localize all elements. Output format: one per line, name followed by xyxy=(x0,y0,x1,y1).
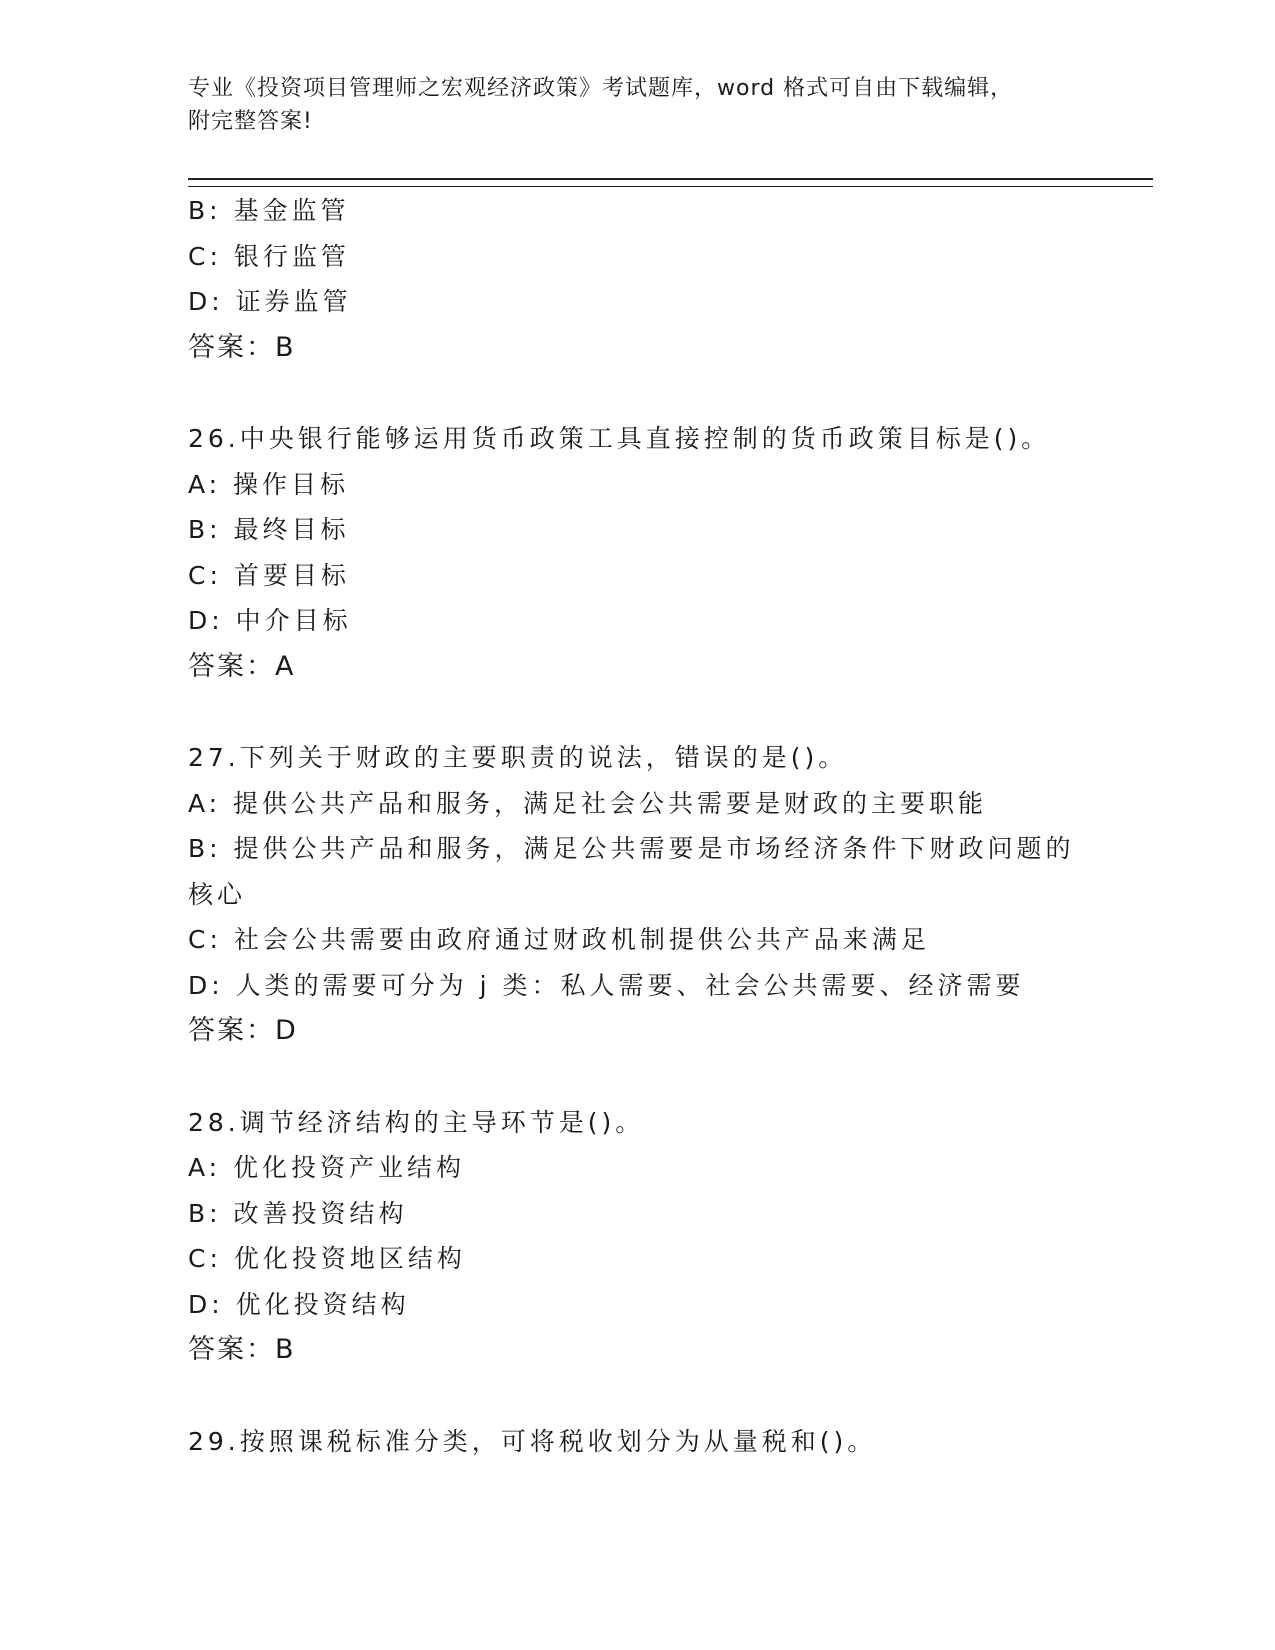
option: B: 最终目标 xyxy=(188,515,350,544)
option: D: 人类的需要可分为 j 类：私人需要、社会公共需要、经济需要 xyxy=(188,970,1025,1000)
option: D: 中介目标 xyxy=(188,606,352,635)
header-line-1: 专业《投资项目管理师之宏观经济政策》考试题库，word 格式可自由下载编辑， xyxy=(188,76,1014,101)
option: D: 证券监管 xyxy=(188,287,352,316)
option: B: 提供公共产品和服务，满足公共需要是市场经济条件下财政问题的 xyxy=(188,834,1075,863)
answer: 答案：B xyxy=(188,1334,296,1365)
option: C: 首要目标 xyxy=(188,560,350,590)
page-header xyxy=(188,72,1088,138)
option: A: 优化投资产业结构 xyxy=(188,1153,466,1182)
option-continuation: 核心 xyxy=(188,879,247,909)
question-text: 26.中央银行能够运用货币政策工具直接控制的货币政策目标是()。 xyxy=(188,424,1051,453)
question-content xyxy=(188,188,1088,1464)
header-divider xyxy=(188,178,1153,187)
question-text: 28.调节经济结构的主导环节是()。 xyxy=(188,1107,645,1137)
option: A: 操作目标 xyxy=(188,469,350,499)
option: C: 银行监管 xyxy=(188,241,350,271)
question-text: 29.按照课税标准分类，可将税收划分为从量税和()。 xyxy=(188,1426,877,1456)
option: C: 优化投资地区结构 xyxy=(188,1244,466,1273)
option: D: 优化投资结构 xyxy=(188,1289,410,1319)
option: B: 改善投资结构 xyxy=(188,1198,408,1228)
answer: 答案：B xyxy=(188,331,296,363)
answer: 答案：D xyxy=(188,1015,298,1046)
option: B: 基金监管 xyxy=(188,196,350,225)
option: A: 提供公共产品和服务，满足社会公共需要是财政的主要职能 xyxy=(188,788,988,818)
question-text: 27.下列关于财政的主要职责的说法，错误的是()。 xyxy=(188,743,848,772)
option: C: 社会公共需要由政府通过财政机制提供公共产品来满足 xyxy=(188,925,930,954)
header-line-2: 附完整答案! xyxy=(188,109,313,134)
answer: 答案：A xyxy=(188,650,296,682)
